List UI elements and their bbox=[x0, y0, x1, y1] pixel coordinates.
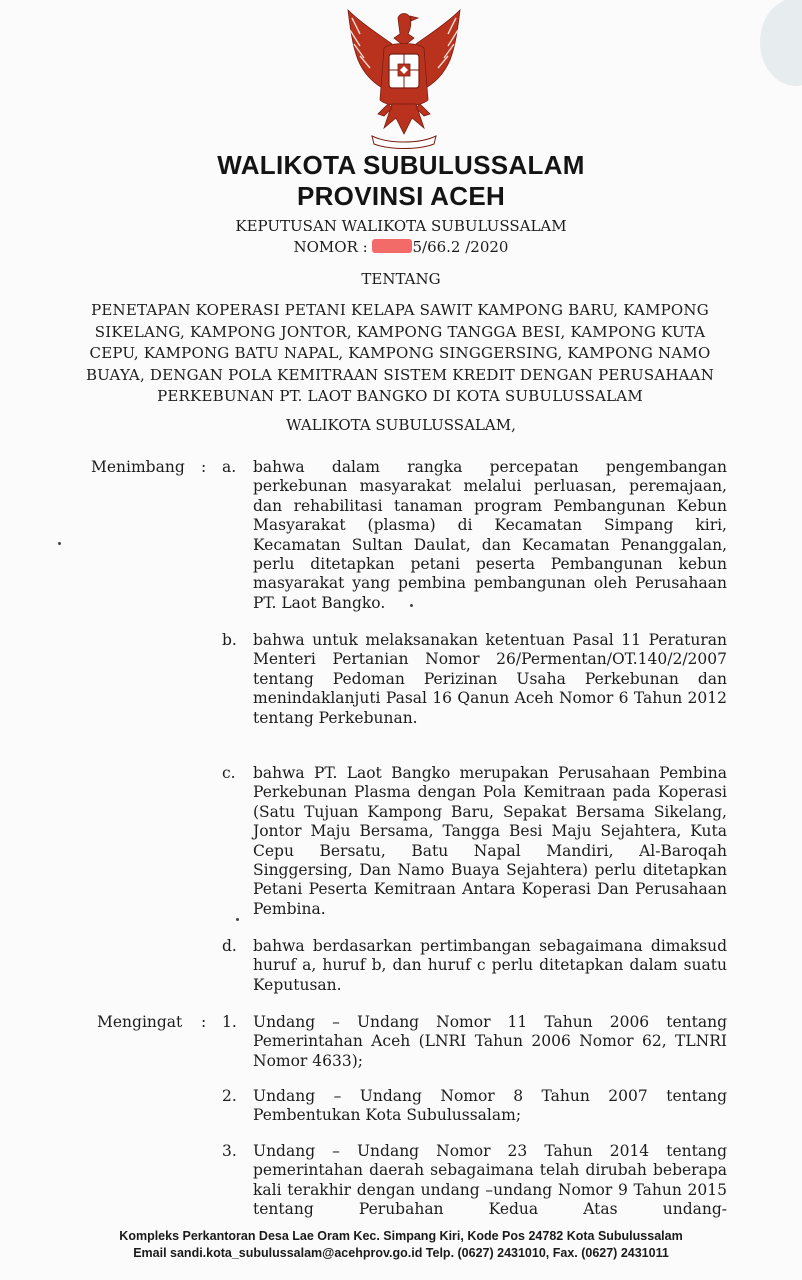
mengingat-item-1-text: Undang – Undang Nomor 11 Tahun 2006 tentang Pemerintahan Aceh (LNRI Tahun 2006 Nomor 62, TLNRI Nomor 4633); bbox=[253, 1013, 727, 1070]
decree-number-suffix: 5/66.2 /2020 bbox=[412, 238, 509, 256]
footer-contact: Email sandi.kota_subulussalam@acehprov.go.id Telp. (0627) 2431010, Fax. (0627) 2431011 bbox=[133, 1246, 669, 1260]
mengingat-item-2-mark: 2. bbox=[222, 1087, 237, 1105]
menimbang-item-c-text: bahwa PT. Laot Bangko merupakan Perusahaan Pembina Perkebunan Plasma dengan Pola Kemitraan pada Koperasi (Satu Tujuan Kampong Baru, Sepakat Bersama Sikelang, Jontor Maju Bersama, Tangga Besi Maju Sejahtera, Kuta Cepu Bersatu, Batu Napal Mandiri, Al-Baroqah Singgersing, Dan Namo Buaya Sejahtera) perlu ditetapkan Petani Peserta Kemitraan Antara Koperasi Dan Perusahaan Pembina. bbox=[253, 764, 727, 918]
decree-heading: KEPUTUSAN WALIKOTA SUBULUSSALAM bbox=[235, 217, 567, 235]
mengingat-item-3-text: Undang – Undang Nomor 23 Tahun 2014 tentang pemerintahan daerah sebagaimana telah dirubah beberapa kali terakhir dengan undang –undang Nomor 9 Tahun 2015 tentang Perubahan Kedua Atas undang- bbox=[253, 1142, 727, 1219]
menimbang-item-c-mark: c. bbox=[222, 764, 236, 782]
menimbang-item-d-text: bahwa berdasarkan pertimbangan sebagaimana dimaksud huruf a, huruf b, dan huruf c perlu ditetapkan dalam suatu Keputusan. bbox=[253, 937, 727, 994]
tentang-heading: TENTANG bbox=[361, 270, 441, 288]
menimbang-item-b-mark: b. bbox=[222, 631, 237, 649]
decree-number bbox=[0, 238, 802, 256]
scan-speck bbox=[58, 542, 61, 545]
redaction-mark bbox=[372, 239, 412, 253]
city-title: WALIKOTA SUBULUSSALAM bbox=[217, 150, 585, 180]
decree-number-prefix: NOMOR : bbox=[293, 238, 368, 256]
decree-subject: PENETAPAN KOPERASI PETANI KELAPA SAWIT KAMPONG BARU, KAMPONG SIKELANG, KAMPONG JONTOR, KAMPONG TANGGA BESI, KAMPONG KUTA CEPU, KAMPONG BATU NAPAL, KAMPONG SINGGERSING, KAMPONG NAMO BUAYA, DENGAN POLA KEMITRAAN SISTEM KREDIT DENGAN PERUSAHAAN PERKEBUNAN PT. LAOT BANGKO DI KOTA SUBULUSSALAM bbox=[85, 301, 715, 405]
menimbang-item-a-mark: a. bbox=[222, 458, 237, 476]
footer-address: Kompleks Perkantoran Desa Lae Oram Kec. Simpang Kiri, Kode Pos 24782 Kota Subulussalam bbox=[119, 1229, 683, 1243]
menimbang-item-d-mark: d. bbox=[222, 937, 237, 955]
mengingat-item-2-text: Undang – Undang Nomor 8 Tahun 2007 tentang Pembentukan Kota Subulussalam; bbox=[253, 1087, 727, 1125]
mengingat-item-1-mark: 1. bbox=[222, 1013, 237, 1031]
floating-button[interactable] bbox=[760, 0, 802, 86]
menimbang-item-a-text: bahwa dalam rangka percepatan pengembangan perkebunan masyarakat melalui perluasan, peremajaan, dan rehabilitasi tanaman program Pembangunan Kebun Masyarakat (plasma) di Kecamatan Simpang kiri, Kecamatan Sultan Daulat, dan Kecamatan Penanggalan, perlu ditetapkan petani peserta Pembangunan kebun masyarakat yang pembina pembangunan oleh Perusahaan PT. Laot Bangko. bbox=[253, 458, 727, 612]
menimbang-label: Menimbang bbox=[91, 458, 185, 476]
signatory-heading: WALIKOTA SUBULUSSALAM, bbox=[286, 416, 516, 434]
scan-speck bbox=[236, 918, 239, 921]
garuda-pancasila-emblem-icon bbox=[338, 4, 470, 152]
menimbang-colon: : bbox=[201, 458, 207, 476]
province-title: PROVINSI ACEH bbox=[296, 181, 506, 211]
mengingat-label: Mengingat bbox=[97, 1013, 183, 1031]
mengingat-colon: : bbox=[201, 1013, 207, 1031]
scan-speck bbox=[410, 604, 413, 607]
menimbang-item-b-text: bahwa untuk melaksanakan ketentuan Pasal 11 Peraturan Menteri Pertanian Nomor 26/Permentan/OT.140/2/2007 tentang Pedoman Perizinan Usaha Perkebunan dan menindaklanjuti Pasal 16 Qanun Aceh Nomor 6 Tahun 2012 tentang Perkebunan. bbox=[253, 631, 727, 727]
mengingat-item-3-mark: 3. bbox=[222, 1142, 237, 1160]
